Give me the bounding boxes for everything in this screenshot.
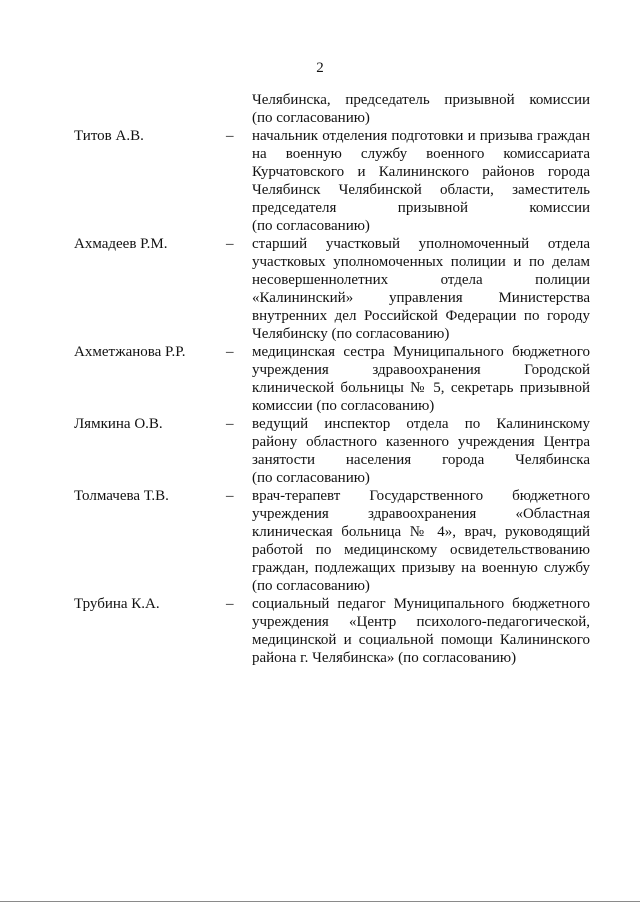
member-name: Лямкина О.В. [74,416,163,432]
description-line: ведущий инспектор отдела по Калининскому [252,416,590,432]
member-position-description [252,127,590,235]
description-line: Курчатовского и Калининского районов города [252,164,590,180]
member-position-description [252,343,590,415]
member-position-description [252,91,590,127]
member-position-description [252,595,590,667]
description-line: Челябинск Челябинской области, заместитель [252,182,590,198]
page-number: 2 [316,60,324,76]
member-name: Толмачева Т.В. [74,488,169,504]
description-line: председателя призывной комиссии [252,200,590,216]
dash-separator: – [226,128,234,144]
description-line: клиническая больница № 4», врач, руководящий [252,524,590,540]
description-line: несовершеннолетних отдела полиции [252,272,590,288]
description-line: (по согласованию) [252,578,370,594]
description-line: медицинской и социальной помощи Калининского [252,632,590,648]
commission-member-entry [0,415,640,487]
description-line: району областного казенного учреждения Центра [252,434,590,450]
description-line: граждан, подлежащих призыву на военную службу [252,560,590,576]
dash-separator: – [226,236,234,252]
member-position-description [252,487,590,595]
description-line: внутренних дел Российской Федерации по городу [252,308,590,324]
commission-member-list [0,91,640,667]
member-name: Трубина К.А. [74,596,160,612]
description-line: клинической больницы № 5, секретарь призывной [252,380,590,396]
commission-member-entry [0,127,640,235]
commission-member-entry [0,595,640,667]
description-line: на военную службу военного комиссариата [252,146,590,162]
description-line: участковых уполномоченных полиции и по делам [252,254,590,270]
description-line: (по согласованию) [252,470,370,486]
description-line: медицинская сестра Муниципального бюджетного [252,344,590,360]
commission-member-entry [0,91,640,127]
dash-separator: – [226,344,234,360]
description-line: «Калининский» управления Министерства [252,290,590,306]
description-line: врач-терапевт Государственного бюджетного [252,488,590,504]
description-line: социальный педагог Муниципального бюджетного [252,596,590,612]
dash-separator: – [226,416,234,432]
description-line: старший участковый уполномоченный отдела [252,236,590,252]
footer-divider [0,901,640,902]
description-line: учреждения здравоохранения Городской [252,362,590,378]
dash-separator: – [226,596,234,612]
member-name: Ахметжанова Р.Р. [74,344,186,360]
description-line: учреждения «Центр психолого-педагогической, [252,614,590,630]
description-line: района г. Челябинска» (по согласованию) [252,650,517,666]
commission-member-entry [0,487,640,595]
description-line: Челябинска, председатель призывной комиссии [252,92,590,108]
description-line: работой по медицинскому освидетельствованию [252,542,590,558]
commission-member-entry [0,343,640,415]
description-line: (по согласованию) [252,218,370,234]
dash-separator: – [226,488,234,504]
member-name: Титов А.В. [74,128,144,144]
commission-member-entry [0,235,640,343]
member-name: Ахмадеев Р.М. [74,236,168,252]
member-position-description [252,415,590,487]
description-line: учреждения здравоохранения «Областная [252,506,590,522]
description-line: занятости населения города Челябинска [252,452,590,468]
description-line: Челябинску (по согласованию) [252,326,450,342]
description-line: (по согласованию) [252,110,370,126]
member-position-description [252,235,590,343]
description-line: начальник отделения подготовки и призыва граждан [252,128,590,144]
description-line: комиссии (по согласованию) [252,398,435,414]
